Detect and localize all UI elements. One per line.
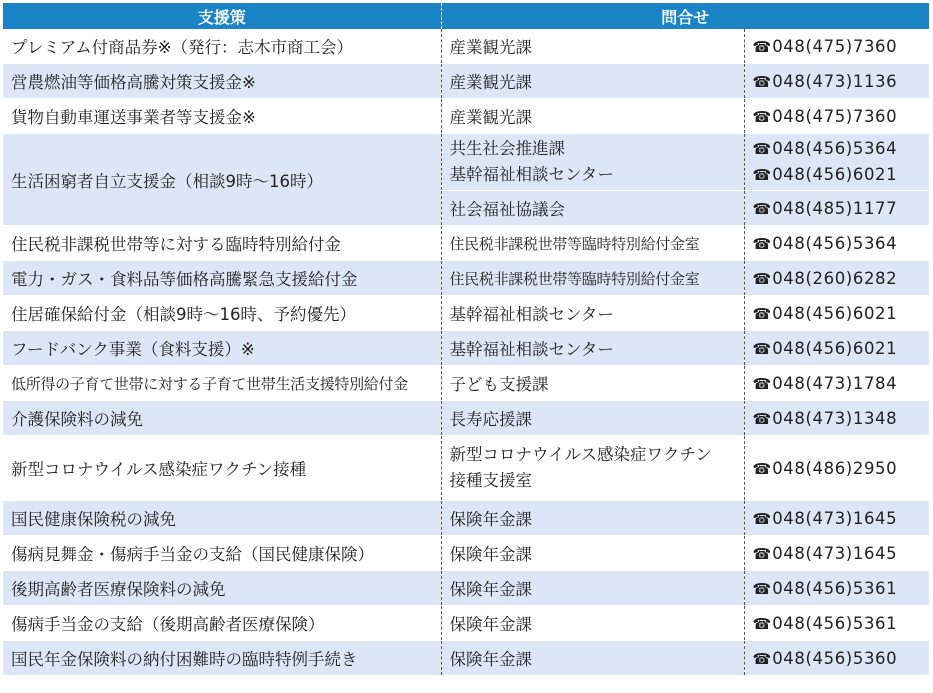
dept-line: 新型コロナウイルス感染症ワクチン [449,445,712,464]
phone-icon: ☎ [752,614,772,633]
table-row [3,134,929,191]
phone-icon: ☎ [752,509,772,528]
dept-cell: 保険年金課 [441,641,744,676]
table-row [3,99,929,134]
tel-cell [744,571,929,606]
dept-cell: 産業観光課 [441,64,744,99]
tel-number: 048(486)2950 [772,458,898,478]
measure-cell: 貨物自動車運送事業者等支援金※ [3,99,441,134]
tel-cell [744,191,929,226]
dept-cell: 住民税非課税世帯等臨時特別給付金室 [441,226,744,261]
measure-cell: 国民年金保険料の納付困難時の臨時特例手続き [3,641,441,676]
table-row [3,296,929,331]
phone-icon: ☎ [752,37,772,56]
tel-cell [744,29,929,64]
tel-number: 048(456)6021 [772,303,898,323]
table-row [3,436,929,501]
dept-line: 接種支援室 [449,471,532,490]
tel-cell [744,536,929,571]
phone-icon: ☎ [752,339,772,358]
table-row [3,29,929,64]
measure-cell: 住居確保給付金（相談9時～16時、予約優先） [3,296,441,331]
measure-cell: 国民健康保険税の減免 [3,501,441,536]
tel-number: 048(456)5364 [772,233,898,253]
measure-cell: 営農燃油等価格高騰対策支援金※ [3,64,441,99]
phone-icon: ☎ [752,544,772,563]
measure-cell: 低所得の子育て世帯に対する子育て世帯生活支援特別給付金 [3,366,441,401]
measure-cell: 住民税非課税世帯等に対する臨時特別給付金 [3,226,441,261]
tel-number: 048(456)5361 [772,613,898,633]
measure-cell: 傷病見舞金・傷病手当金の支給（国民健康保険） [3,536,441,571]
tel-cell [744,366,929,401]
table-row [3,261,929,296]
tel-cell [744,134,929,191]
tel-number: 048(475)7360 [772,106,898,126]
tel-number: 048(473)1136 [772,71,898,91]
dept-cell: 保険年金課 [441,606,744,641]
measure-cell: 傷病手当金の支給（後期高齢者医療保険） [3,606,441,641]
phone-icon: ☎ [752,649,772,668]
tel-cell [744,261,929,296]
tel-number: 048(456)5360 [772,648,898,668]
measure-cell: プレミアム付商品券※（発行：志木市商工会） [3,29,441,64]
header-contact: 問合せ [441,3,929,29]
table-row [3,401,929,436]
dept-cell [441,436,744,501]
measure-cell: 介護保険料の減免 [3,401,441,436]
dept-cell: 基幹福祉相談センター [441,296,744,331]
tel-cell [744,641,929,676]
table-row [3,606,929,641]
table-row [3,366,929,401]
dept-line: 共生社会推進課 [449,139,565,158]
dept-cell: 社会福祉協議会 [441,191,744,226]
phone-icon: ☎ [752,107,772,126]
tel-number: 048(475)7360 [772,36,898,56]
phone-icon: ☎ [752,140,772,158]
tel-cell [744,296,929,331]
phone-icon: ☎ [752,579,772,598]
tel-cell [744,331,929,366]
phone-icon: ☎ [752,199,772,218]
dept-cell: 基幹福祉相談センター [441,331,744,366]
phone-icon: ☎ [752,409,772,428]
tel-number: 048(485)1177 [772,198,898,218]
phone-icon: ☎ [752,374,772,393]
dept-cell: 保険年金課 [441,501,744,536]
measure-cell: 後期高齢者医療保険料の減免 [3,571,441,606]
dept-cell: 保険年金課 [441,571,744,606]
phone-icon: ☎ [752,72,772,91]
table-row [3,536,929,571]
support-table [3,3,929,676]
table-header-row [3,3,929,29]
tel-number: 048(260)6282 [772,268,898,288]
phone-icon: ☎ [752,269,772,288]
measure-cell: 電力・ガス・食料品等価格高騰緊急支援給付金 [3,261,441,296]
table-row [3,501,929,536]
tel-number: 048(473)1645 [772,543,898,563]
header-measure: 支援策 [3,3,441,29]
table-row [3,226,929,261]
tel-number: 048(456)6021 [772,165,898,184]
dept-line: 基幹福祉相談センター [449,165,614,184]
table-row [3,331,929,366]
tel-cell [744,436,929,501]
dept-cell: 産業観光課 [441,29,744,64]
tel-cell [744,99,929,134]
table-row [3,64,929,99]
phone-icon: ☎ [752,459,772,478]
measure-cell: 新型コロナウイルス感染症ワクチン接種 [3,436,441,501]
tel-number: 048(456)5361 [772,578,898,598]
phone-icon: ☎ [752,234,772,253]
tel-number: 048(456)5364 [772,139,898,158]
dept-cell: 保険年金課 [441,536,744,571]
dept-cell: 長寿応援課 [441,401,744,436]
dept-cell: 子ども支援課 [441,366,744,401]
tel-number: 048(473)1348 [772,408,898,428]
table-row [3,641,929,676]
dept-cell: 住民税非課税世帯等臨時特別給付金室 [441,261,744,296]
tel-cell [744,606,929,641]
measure-cell: 生活困窮者自立支援金（相談9時～16時） [3,134,441,226]
tel-cell [744,501,929,536]
tel-number: 048(473)1784 [772,373,898,393]
tel-cell [744,226,929,261]
tel-number: 048(456)6021 [772,338,898,358]
dept-cell: 産業観光課 [441,99,744,134]
tel-cell [744,401,929,436]
tel-cell [744,64,929,99]
tel-number: 048(473)1645 [772,508,898,528]
measure-cell: フードバンク事業（食料支援）※ [3,331,441,366]
dept-cell [441,134,744,191]
phone-icon: ☎ [752,304,772,323]
phone-icon: ☎ [752,166,772,184]
table-row [3,571,929,606]
